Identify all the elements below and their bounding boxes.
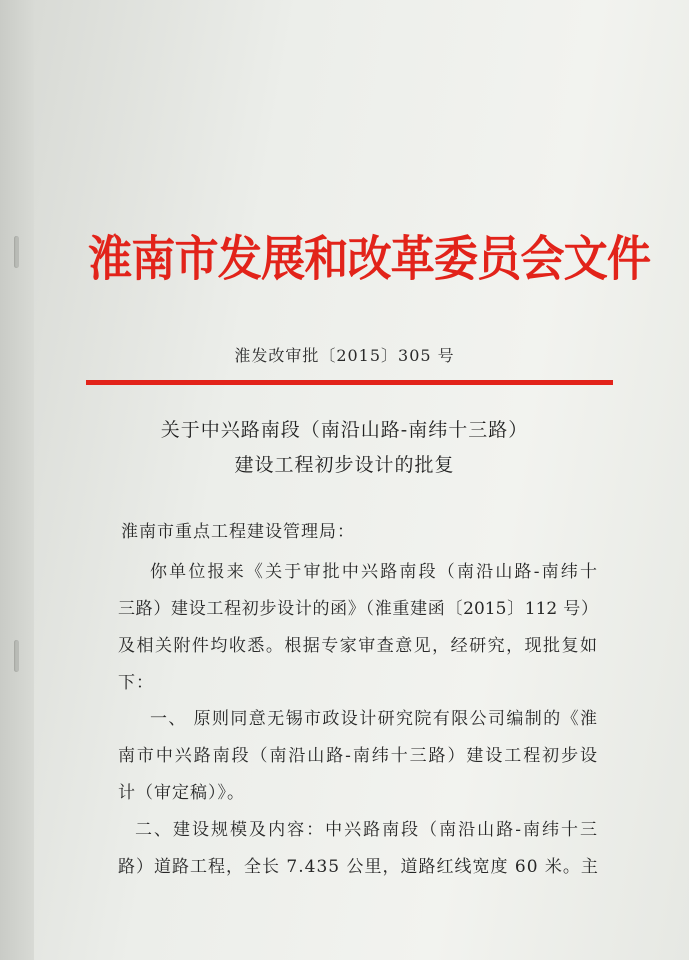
- document-header-title: 淮南市发展和改革委员会文件: [88, 231, 651, 287]
- body-line: 计（审定稿）》。: [118, 783, 245, 803]
- body-line: 下：: [118, 673, 154, 693]
- binding-edge: [0, 0, 34, 960]
- body-line: 二、建设规模及内容：中兴路南段（南沿山路-南纬十三: [135, 820, 598, 840]
- red-divider-line: [86, 380, 613, 385]
- body-line: 路）道路工程，全长 7.435 公里，道路红线宽度 60 米。主: [118, 857, 599, 877]
- body-line: 一、 原则同意无锡市政设计研究院有限公司编制的《淮: [150, 709, 598, 729]
- recipient: 淮南市重点工程建设管理局：: [121, 522, 355, 542]
- subject-line-2: 建设工程初步设计的批复: [234, 454, 455, 476]
- subject-line-1: 关于中兴路南段（南沿山路-南纬十三路）: [160, 419, 529, 441]
- body-line: 及相关附件均收悉。根据专家审查意见，经研究，现批复如: [118, 636, 598, 656]
- binding-hole: [14, 640, 19, 672]
- binding-hole: [14, 236, 19, 268]
- body-line: 你单位报来《关于审批中兴路南段（南沿山路-南纬十: [150, 562, 598, 582]
- body-line: 三路）建设工程初步设计的函》（淮重建函〔2015〕112 号）: [118, 599, 598, 619]
- body-line: 南市中兴路南段（南沿山路-南纬十三路）建设工程初步设: [118, 746, 598, 766]
- document-number: 淮发改审批〔2015〕305 号: [234, 346, 455, 365]
